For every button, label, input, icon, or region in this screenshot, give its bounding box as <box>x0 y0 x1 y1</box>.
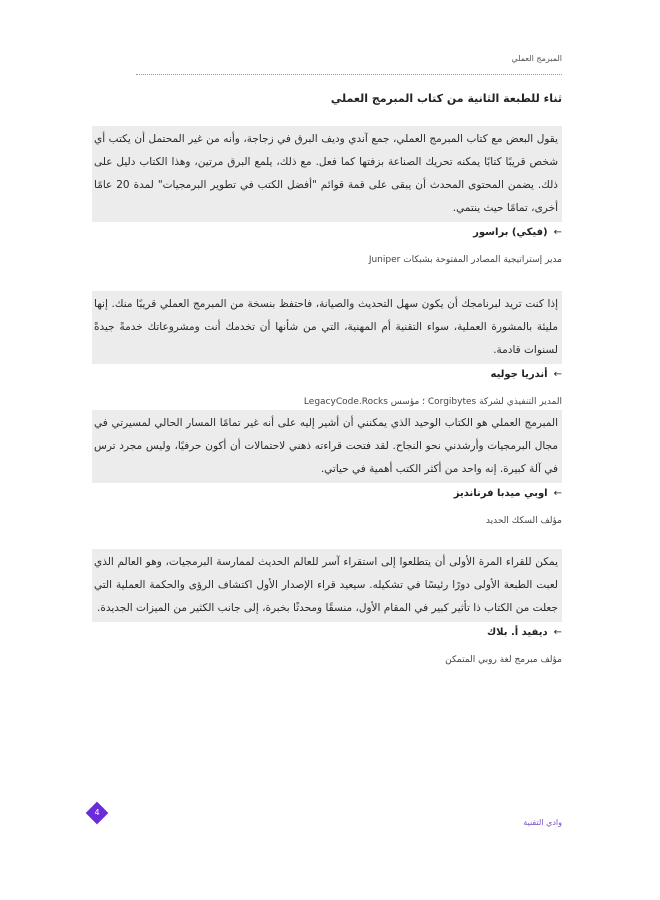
author-role: مدير إستراتيجية المصادر المفتوحة بشبكات Juniper <box>368 255 562 265</box>
arrow-left-icon: ← <box>553 488 562 499</box>
author-name: (فيكي) براسور <box>473 227 548 238</box>
testimonial-text: يمكن للقراء المرة الأولى أن يتطلعوا إلى استقراء آسر للعالم الحديث لممارسة البرمجيات، وهو العالم الذي لعبت الطبعة الأولى دورًا رئيسًا في تشكيله. سيعيد قراء الإصدار الأول اكتشاف الرؤى والحكمة العملية التي جعلت من الكتاب ذا تأثير كبير في المقام الأول، منسقًا ومحدثًا بخبرة، إلى جانب الكثير من الميزات الجديدة. <box>92 549 562 622</box>
testimonial-author <box>92 369 562 380</box>
testimonial-text: يقول البعض مع كتاب المبرمج العملي، جمع آندي وديف البرق في زجاجة، وأنه من غير المحتمل أن يكتب أي شخص قريبًا كتابًا يمكنه تحريك الصناعة بزفتها كما فعل. مع ذلك، يلمع البرق مرتين، وهذا الكتاب دليل على ذلك. يضمن المحتوى المحدث أن يبقى على قمة قوائم "أفضل الكتب في تطوير البرمجيات" لمدة 20 عامًا أخرى، تمامًا حيث ينتمي. <box>92 126 562 222</box>
testimonial-3 <box>92 410 562 526</box>
page-title: ثناء للطبعة الثانية من كتاب المبرمج العملي <box>330 92 562 105</box>
testimonial-author <box>92 488 562 499</box>
page-number-badge <box>86 802 108 824</box>
running-header: المبرمج العملي <box>511 54 562 63</box>
testimonial-2 <box>92 291 562 407</box>
arrow-left-icon: ← <box>553 627 562 638</box>
author-role: مؤلف مبرمج لغة روبي المتمكن <box>445 655 562 665</box>
author-name: أندريا جوليه <box>490 369 548 380</box>
author-name: اوبي ميدبا فرناندیز <box>453 488 548 499</box>
testimonial-1 <box>92 126 562 265</box>
arrow-left-icon: ← <box>553 369 562 380</box>
page-number: 4 <box>94 808 100 817</box>
author-role: المدير التنفيذي لشركة Corgibytes ؛ مؤسس LegacyCode.Rocks <box>303 397 562 407</box>
testimonial-text: إذا كنت تريد لبرنامجك أن يكون سهل التحديث والصيانة، فاحتفظ بنسخة من المبرمج العملي قريبًا منك. إنها مليئة بالمشورة العملية، سواء التقنية أم المهنية، التي من شأنها أن تخدمك أنت ومشروعاتك خدمةً جيدةً لسنوات قادمة. <box>92 291 562 364</box>
footer-brand: وادي التقنية <box>523 818 562 827</box>
author-name: ديفيد أ. بلاك <box>486 627 548 638</box>
testimonial-author <box>92 627 562 638</box>
testimonial-text: المبرمج العملي هو الكتاب الوحيد الذي يمكنني أن أشير إليه على أنه غير تمامًا المسار الحالي لمسيرتي في مجال البرمجيات وأرشدني نحو النجاح. لقد فتحت قراءته ذهني لاحتمالات أن أكون حرفيًا، وليس مجرد ترس في آلة كبيرة. إنه واحد من أكثر الكتب أهمية في حياتي. <box>92 410 562 483</box>
testimonial-4 <box>92 549 562 665</box>
author-role: مؤلف السكك الحديد <box>485 516 562 526</box>
header-divider <box>136 74 562 75</box>
arrow-left-icon: ← <box>553 227 562 238</box>
testimonial-author <box>92 227 562 238</box>
